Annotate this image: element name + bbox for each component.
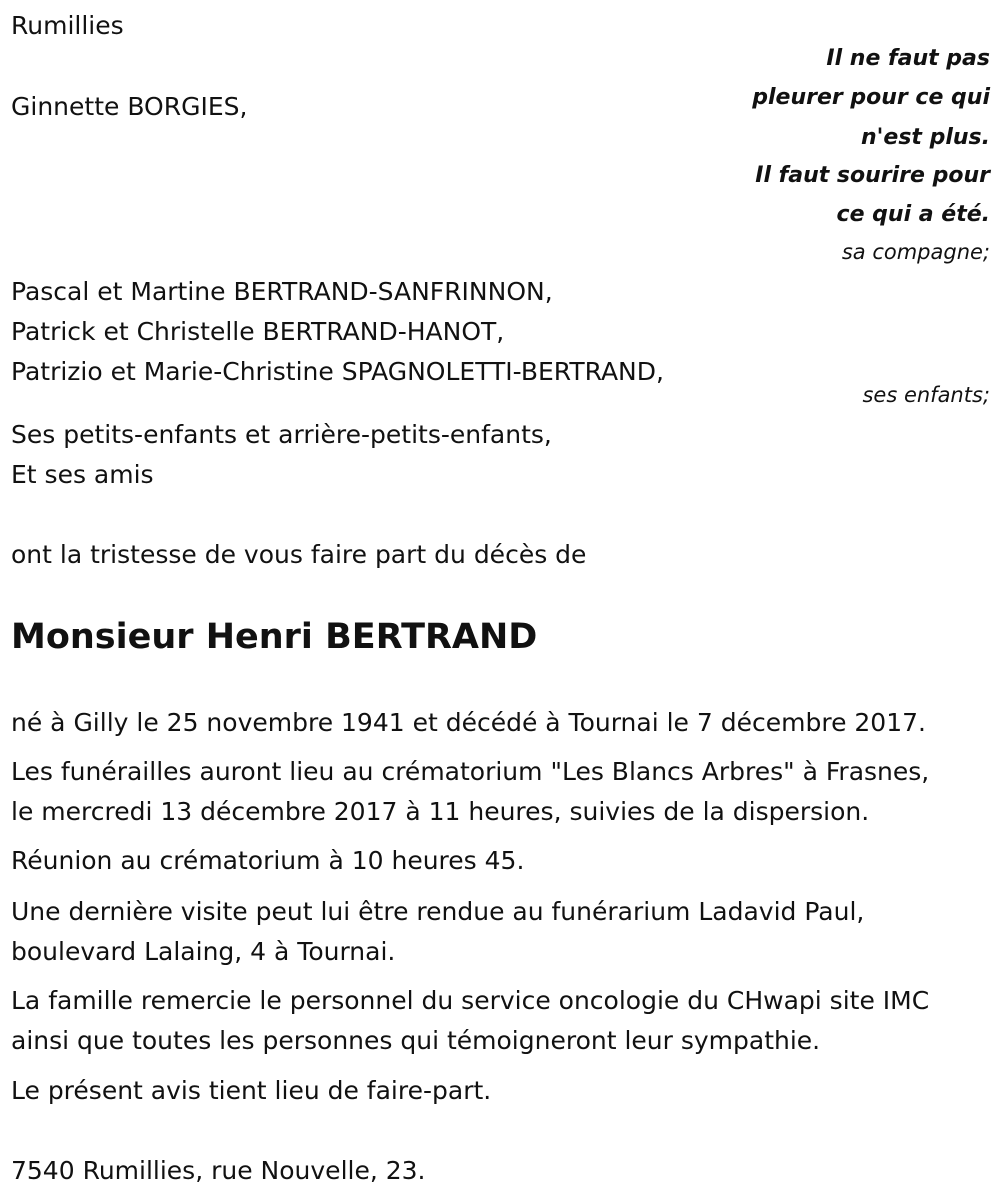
funeral-line: Les funérailles auront lieu au crématorium "Les Blancs Arbres" à Frasnes,	[11, 757, 930, 786]
poem-line: Il ne faut pas	[826, 46, 990, 71]
announcement: ont la tristesse de vous faire part du décès de	[11, 540, 587, 569]
header-place: Rumillies	[11, 11, 124, 40]
children-role: ses enfants;	[862, 383, 990, 407]
deceased-name: Monsieur Henri BERTRAND	[11, 617, 538, 657]
companion-role: sa compagne;	[841, 240, 990, 264]
child-line: Patrizio et Marie-Christine SPAGNOLETTI-BERTRAND,	[11, 357, 664, 386]
visit-line: Une dernière visite peut lui être rendue au funérarium Ladavid Paul,	[11, 897, 865, 926]
meeting-line: Réunion au crématorium à 10 heures 45.	[11, 846, 525, 875]
poem-line: n'est plus.	[861, 125, 990, 150]
companion-name: Ginnette BORGIES,	[11, 92, 248, 121]
birth-death-line: né à Gilly le 25 novembre 1941 et décédé à Tournai le 7 décembre 2017.	[11, 708, 926, 737]
child-line: Pascal et Martine BERTRAND-SANFRINNON,	[11, 277, 553, 306]
poem-line: ce qui a été.	[836, 202, 990, 227]
thanks-line: La famille remercie le personnel du service oncologie du CHwapi site IMC	[11, 986, 930, 1015]
visit-line: boulevard Lalaing, 4 à Tournai.	[11, 937, 396, 966]
child-line: Patrick et Christelle BERTRAND-HANOT,	[11, 317, 505, 346]
funeral-line: le mercredi 13 décembre 2017 à 11 heures, suivies de la dispersion.	[11, 797, 870, 826]
poem-line: pleurer pour ce qui	[752, 85, 990, 110]
address: 7540 Rumillies, rue Nouvelle, 23.	[11, 1156, 426, 1185]
notice-line: Le présent avis tient lieu de faire-part.	[11, 1076, 492, 1105]
family-line: Et ses amis	[11, 460, 154, 489]
poem-line: Il faut sourire pour	[755, 163, 990, 188]
thanks-line: ainsi que toutes les personnes qui témoigneront leur sympathie.	[11, 1026, 821, 1055]
family-line: Ses petits-enfants et arrière-petits-enfants,	[11, 420, 552, 449]
